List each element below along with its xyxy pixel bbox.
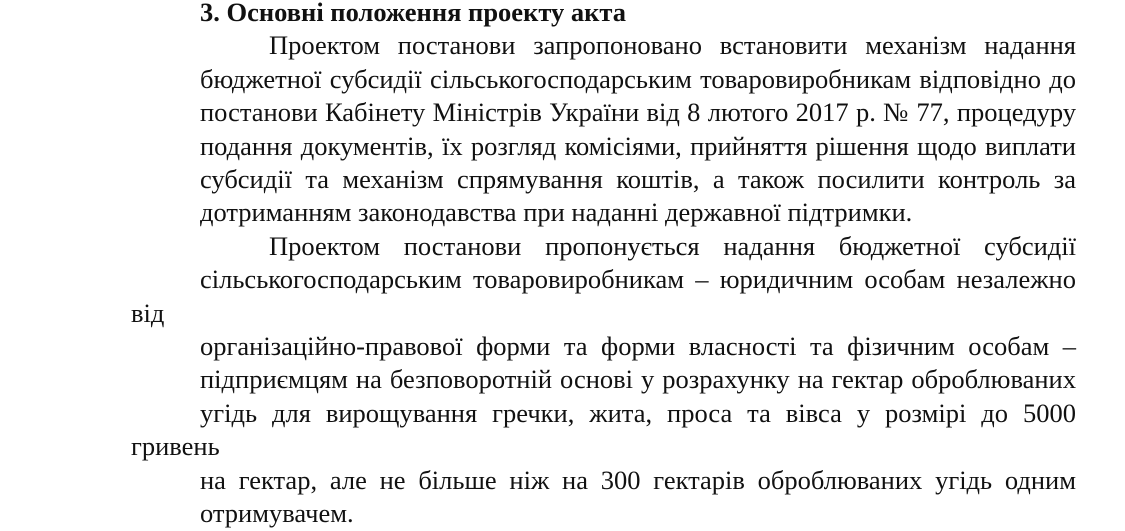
paragraph-line: підприємцям на безповоротній основі у розрахунку на гектар оброблюваних <box>200 364 1076 395</box>
paragraph-2 <box>131 230 1076 531</box>
paragraph-line: організаційно-правової форми та форми власності та фізичним особам – <box>200 331 1076 362</box>
paragraph-line: на гектар, але не більше ніж на 300 гектарів оброблюваних угідь одним <box>200 464 1076 495</box>
paragraph-line: постанови Кабінету Міністрів України від 8 лютого 2017 р. № 77, процедуру <box>200 97 1076 128</box>
section-heading: 3. Основні положення проекту акта <box>200 0 626 27</box>
paragraph-line: бюджетної субсидії сільськогосподарським товаровиробникам відповідно до <box>200 63 1076 94</box>
paragraph-line: дотриманням законодавства при наданні державної підтримки. <box>200 197 913 228</box>
paragraph-line: отримувачем. <box>200 498 354 529</box>
paragraph-line: Проектом постанови запропоновано встановити механізм надання <box>269 30 1076 61</box>
paragraph-1 <box>131 29 1076 229</box>
paragraph-line: Проектом постанови пропонується надання бюджетної субсидії <box>269 230 1076 261</box>
paragraph-line: субсидії та механізм спрямування коштів, а також посилити контроль за <box>200 164 1076 195</box>
paragraph-line: угідь для вирощування гречки, жита, проса та вівса у розмірі до 5000 гривень <box>131 397 1076 462</box>
document-page <box>131 0 1076 531</box>
paragraph-line: подання документів, їх розгляд комісіями, прийняття рішення щодо виплати <box>200 130 1076 161</box>
paragraph-line: сільськогосподарським товаровиробникам – юридичним особам незалежно від <box>131 264 1076 328</box>
